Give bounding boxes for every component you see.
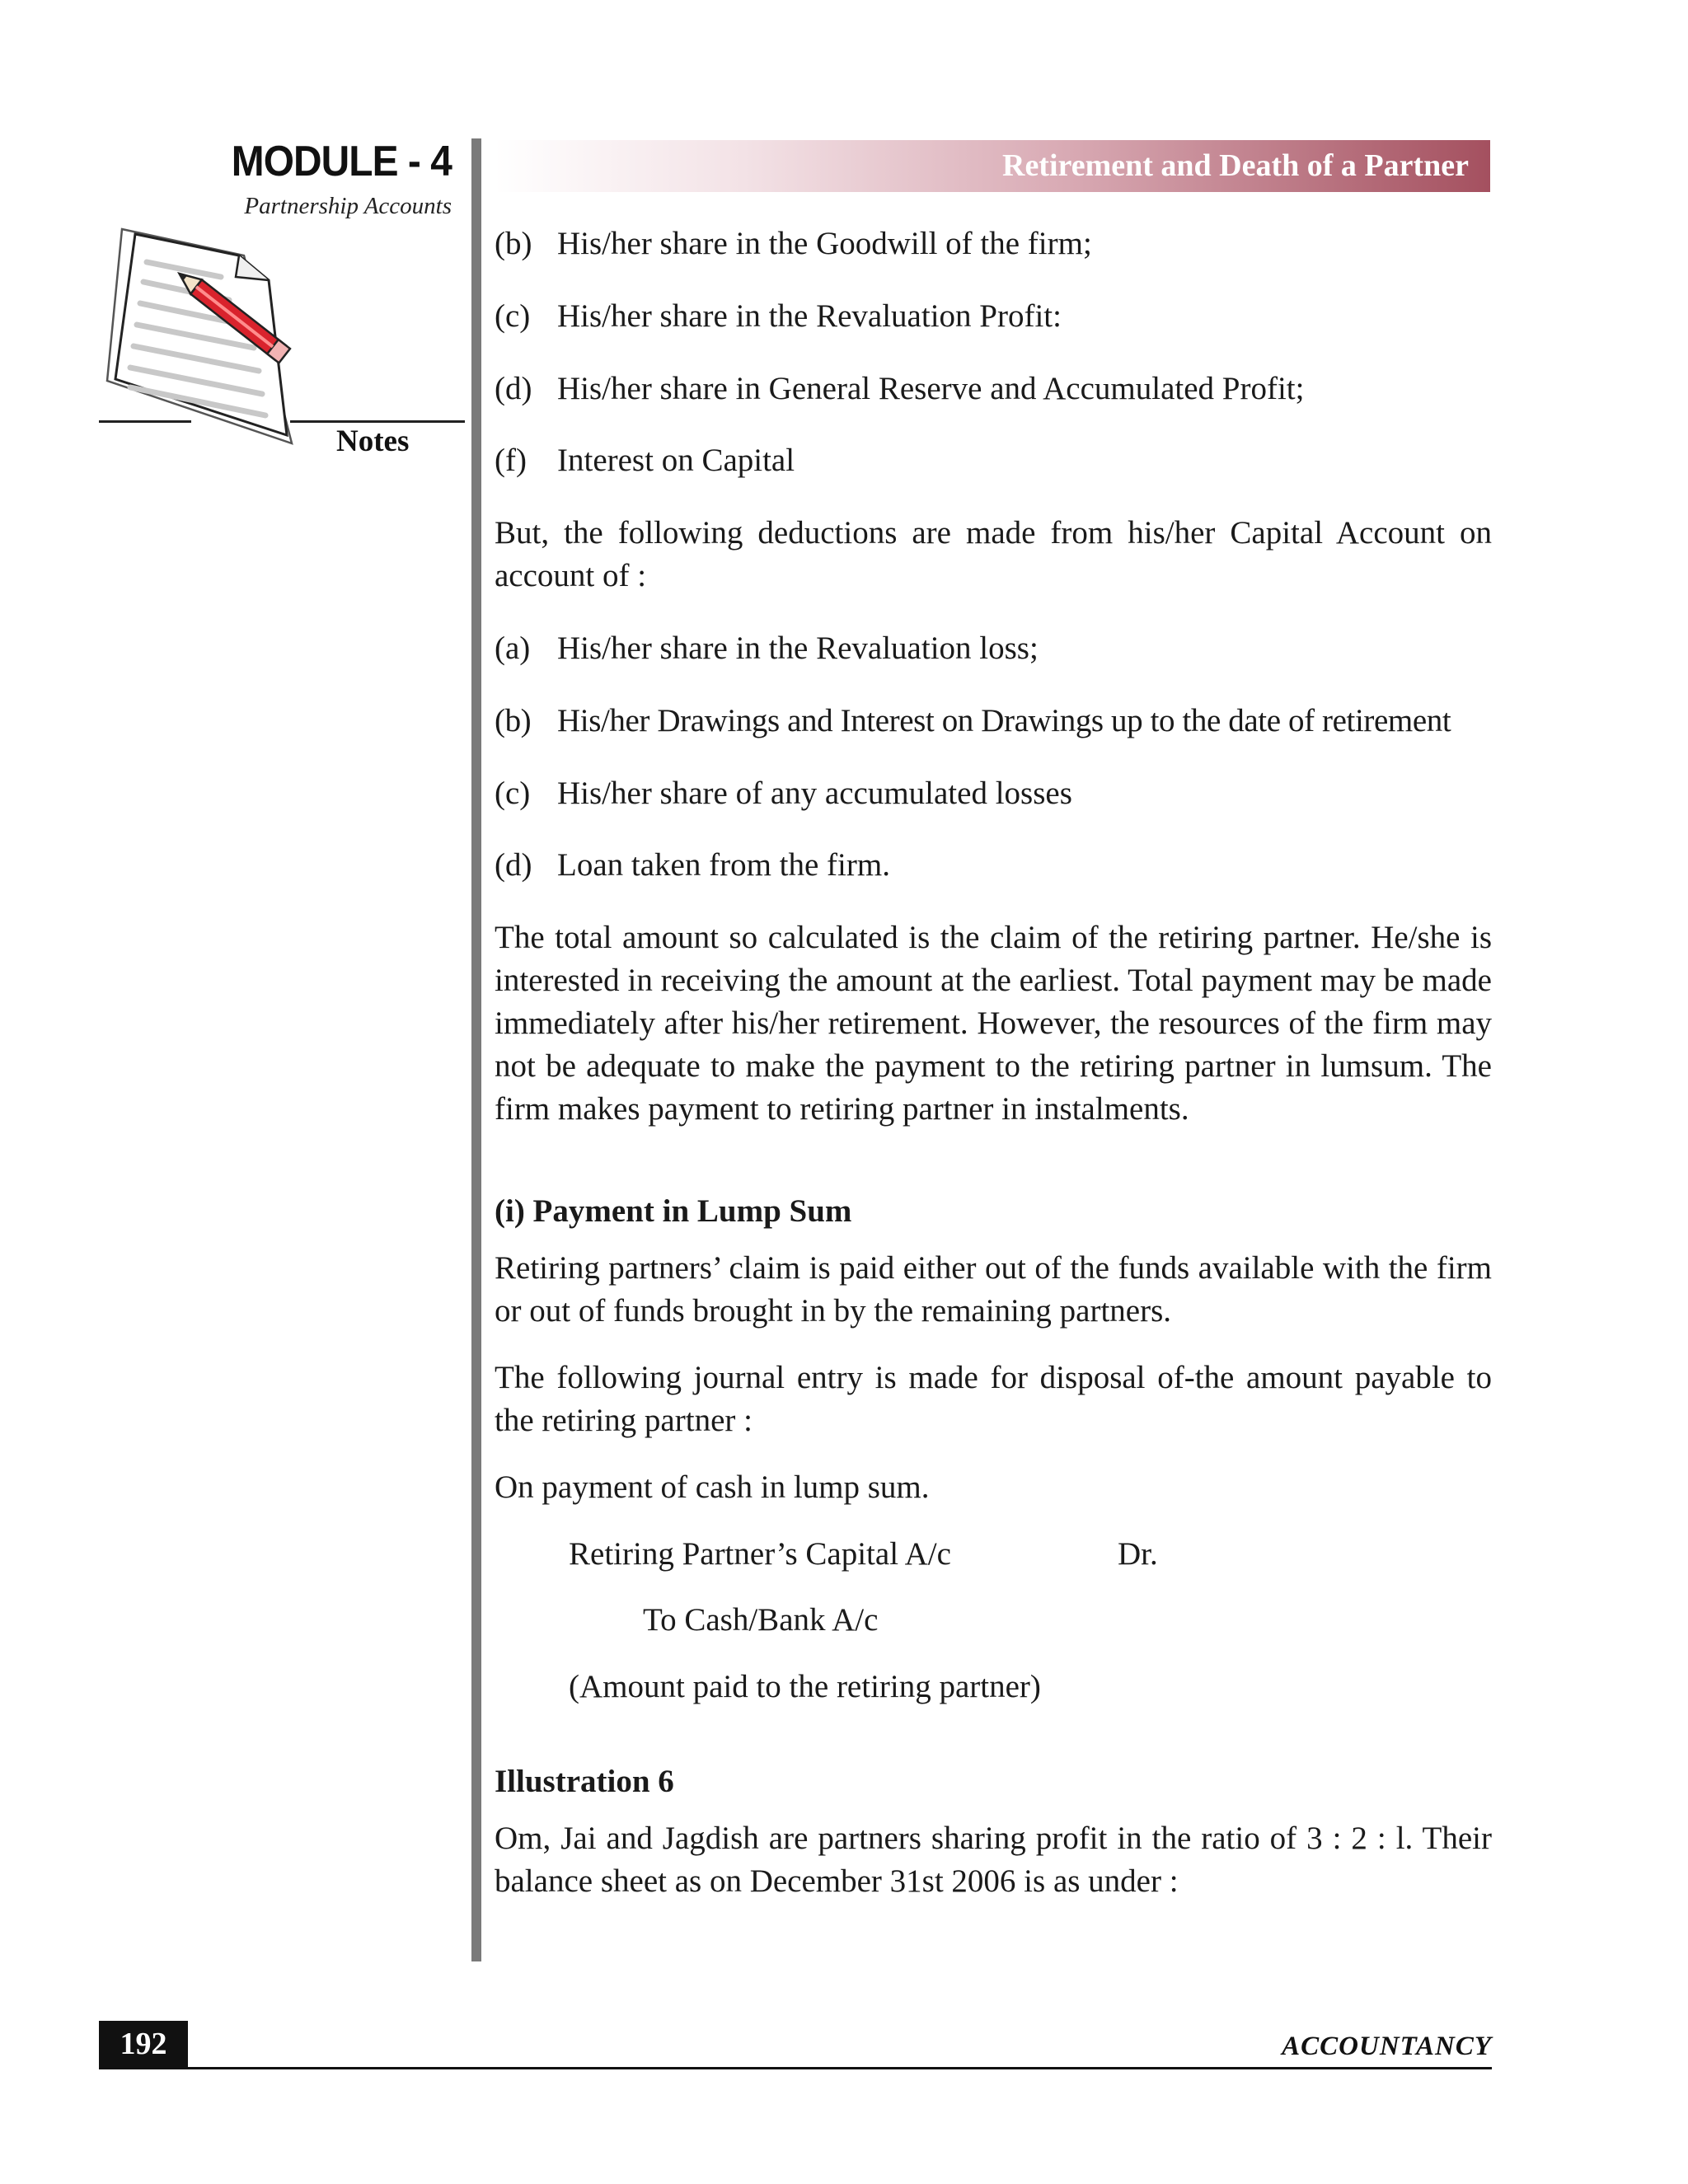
list-item-text: Interest on Capital bbox=[557, 443, 795, 478]
list-item-label: (b) bbox=[495, 703, 532, 738]
list-item-label: (c) bbox=[495, 776, 531, 811]
journal-narration: (Amount paid to the retiring partner) bbox=[569, 1669, 1041, 1704]
list-item-text: His/her share in the Revaluation Profit: bbox=[557, 298, 1062, 334]
journal-debit-account: Retiring Partner’s Capital A/c bbox=[569, 1536, 951, 1572]
footer-rule bbox=[99, 2067, 1492, 2069]
list-item bbox=[495, 844, 890, 887]
list-item-text: His/her share in the Revaluation loss; bbox=[557, 630, 1039, 666]
list-item bbox=[495, 439, 795, 482]
chapter-header-band bbox=[495, 140, 1490, 192]
list-item-label: (d) bbox=[495, 847, 532, 883]
section-heading: (i) Payment in Lump Sum bbox=[495, 1193, 852, 1229]
list-item bbox=[495, 627, 1039, 670]
list-item bbox=[495, 223, 1092, 265]
lump-sum-paragraph-2: The following journal entry is made for disposal of-the amount payable to the retiring partner : bbox=[495, 1360, 1492, 1438]
list-item-label: (f) bbox=[495, 443, 527, 478]
list-item bbox=[495, 295, 1062, 338]
list-item-label: (b) bbox=[495, 226, 532, 261]
notes-label: Notes bbox=[336, 424, 410, 458]
list-item-text: His/her Drawings and Interest on Drawings up to the date of retirement bbox=[557, 703, 1451, 738]
footer-subject: ACCOUNTANCY bbox=[1282, 2032, 1492, 2061]
journal-credit-account: To Cash/Bank A/c bbox=[643, 1602, 879, 1638]
list-item-text: Loan taken from the firm. bbox=[557, 847, 890, 883]
lump-sum-paragraph-1: Retiring partners’ claim is paid either out of the funds available with the firm or out of funds brought in by the remaining partners. bbox=[495, 1250, 1492, 1329]
list-item-label: (c) bbox=[495, 298, 531, 334]
list-item-text: His/her share of any accumulated losses bbox=[557, 776, 1072, 811]
list-item-text: His/her share in the Goodwill of the firm; bbox=[557, 226, 1092, 261]
claim-paragraph: The total amount so calculated is the claim of the retiring partner. He/she is interested in receiving the amount at the earliest. Total payment may be made immediately after his/her retirement. However, the resources of the firm may not be adequate to make the payment to the retiring partner in lumsum. The firm makes payment to retiring partner in instalments. bbox=[495, 920, 1492, 1127]
margin-divider bbox=[471, 138, 481, 1961]
page-number: 192 bbox=[99, 2021, 188, 2068]
notes-rule-right bbox=[290, 420, 465, 423]
list-item-text: His/her share in General Reserve and Accumulated Profit; bbox=[557, 371, 1305, 406]
list-item bbox=[495, 368, 1304, 410]
module-title: MODULE - 4 bbox=[231, 138, 452, 185]
illustration-text: Om, Jai and Jagdish are partners sharing profit in the ratio of 3 : 2 : l. Their balance sheet as on December 31st 2006 is as under : bbox=[495, 1821, 1492, 1899]
chapter-title: Retirement and Death of a Partner bbox=[1002, 148, 1469, 183]
list-item bbox=[495, 700, 1451, 743]
lump-sum-paragraph-3: On payment of cash in lump sum. bbox=[495, 1469, 930, 1505]
list-item bbox=[495, 772, 1072, 815]
journal-dr-marker: Dr. bbox=[1118, 1536, 1158, 1572]
list-item-label: (d) bbox=[495, 371, 532, 406]
notes-rule-left bbox=[99, 420, 191, 423]
deductions-intro: But, the following deductions are made from his/her Capital Account on account of : bbox=[495, 515, 1492, 593]
illustration-heading: Illustration 6 bbox=[495, 1764, 674, 1799]
list-item-label: (a) bbox=[495, 630, 531, 666]
module-subtitle: Partnership Accounts bbox=[244, 193, 452, 219]
